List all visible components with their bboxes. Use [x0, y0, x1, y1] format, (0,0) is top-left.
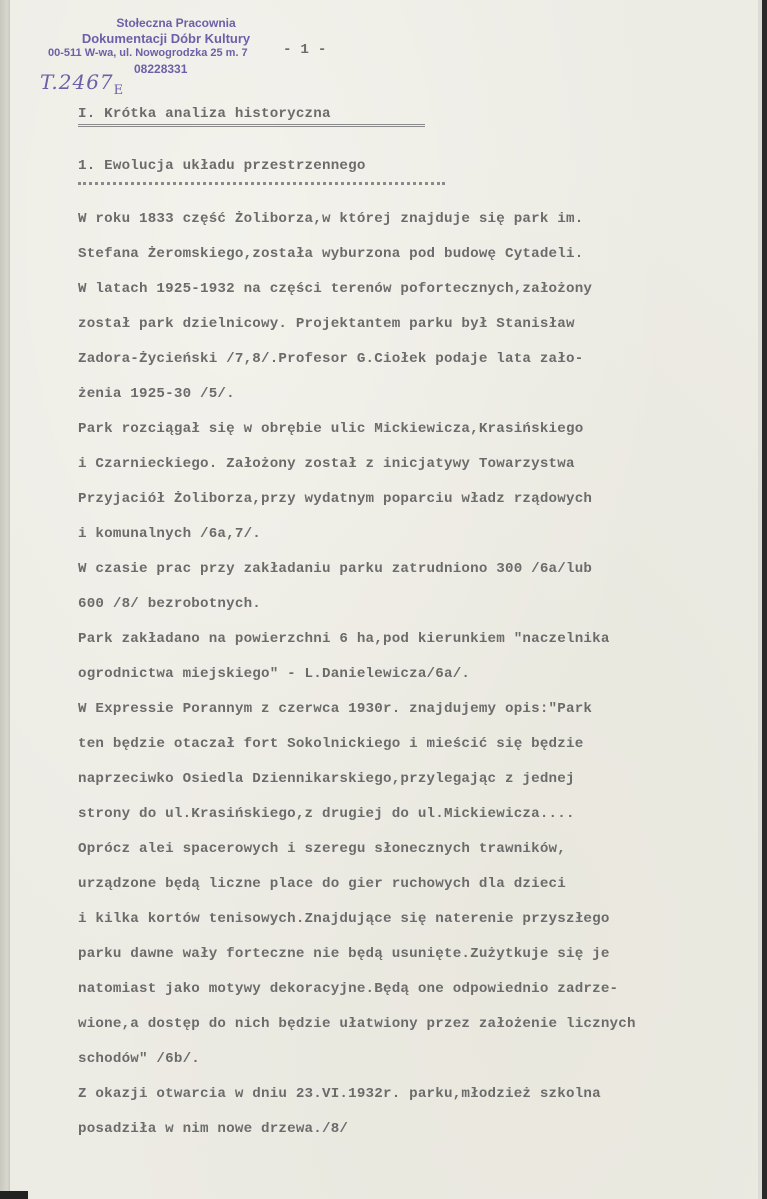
text-line: Park rozciągał się w obrębie ulic Mickiewicza,Krasińskiego [78, 421, 584, 437]
section-heading-underline [78, 124, 425, 127]
text-line: i kilka kortów tenisowych.Znajdujące się naterenie przyszłego [78, 911, 610, 927]
section-heading: I. Krótka analiza historyczna [78, 106, 331, 122]
scan-border-corner [0, 1191, 28, 1199]
text-line: ogrodnictwa miejskiego" - L.Danielewicza/6a/. [78, 666, 471, 682]
text-line: Z okazji otwarcia w dniu 23.VI.1932r. parku,młodzież szkolna [78, 1086, 601, 1102]
text-line: schodów" /6b/. [78, 1051, 200, 1067]
text-line: 600 /8/ bezrobotnych. [78, 596, 261, 612]
handwritten-catalog-code [40, 70, 124, 98]
institution-stamp [46, 16, 286, 76]
text-line: Oprócz alei spacerowych i szeregu słonecznych trawników, [78, 841, 566, 857]
document-page [10, 0, 758, 1199]
text-line: Park zakładano na powierzchni 6 ha,pod kierunkiem "naczelnika [78, 631, 610, 647]
text-line: W latach 1925-1932 na części terenów pofortecznych,założony [78, 281, 593, 297]
text-line: ten będzie otaczał fort Sokolnickiego i mieścić się będzie [78, 736, 584, 752]
catalog-code-suffix: E [113, 83, 125, 98]
text-line: i Czarnieckiego. Założony został z inicjatywy Towarzystwa [78, 456, 575, 472]
stamp-line-3: 00-511 W-wa, ul. Nowogrodzka 25 m. 7 [48, 47, 248, 59]
text-line: Stefana Żeromskiego,została wyburzona pod budowę Cytadeli. [78, 246, 584, 262]
body-text [78, 209, 636, 1154]
text-line: Zadora-Życieński /7,8/.Profesor G.Ciołek podaje lata zało- [78, 351, 584, 367]
text-line: wione,a dostęp do nich będzie ułatwiony przez założenie licznych [78, 1016, 636, 1032]
text-line: parku dawne wały forteczne nie będą usunięte.Zużytkuje się je [78, 946, 610, 962]
subsection-heading: 1. Ewolucja układu przestrzennego [78, 158, 366, 174]
text-line: naprzeciwko Osiedla Dziennikarskiego,przylegając z jednej [78, 771, 575, 787]
scan-border-right [762, 0, 767, 1199]
text-line: został park dzielnicowy. Projektantem parku był Stanisław [78, 316, 575, 332]
text-line: strony do ul.Krasińskiego,z drugiej do ul.Mickiewicza.... [78, 806, 575, 822]
text-line: W czasie prac przy zakładaniu parku zatrudniono 300 /6a/lub [78, 561, 593, 577]
stamp-line-2: Dokumentacji Dóbr Kultury [81, 31, 251, 46]
text-line: Przyjaciół Żoliborza,przy wydatnym poparciu władz rządowych [78, 491, 593, 507]
text-line: urządzone będą liczne place do gier ruchowych dla dzieci [78, 876, 566, 892]
text-line: natomiast jako motywy dekoracyjne.Będą one odpowiednio zadrze- [78, 981, 619, 997]
subsection-heading-underline [78, 182, 445, 185]
page-number: - 1 - [283, 42, 327, 58]
text-line: W roku 1833 część Żoliborza,w której znajduje się park im. [78, 211, 584, 227]
stamp-registration-number: 08228331 [134, 62, 188, 76]
text-line: żenia 1925-30 /5/. [78, 386, 235, 402]
stamp-line-1: Stołeczna Pracownia [116, 16, 236, 30]
text-line: W Expressie Porannym z czerwca 1930r. znajdujemy opis:"Park [78, 701, 593, 717]
text-line: posadziła w nim nowe drzewa./8/ [78, 1121, 349, 1137]
text-line: i komunalnych /6a,7/. [78, 526, 261, 542]
catalog-code: T.2467 [40, 70, 114, 94]
